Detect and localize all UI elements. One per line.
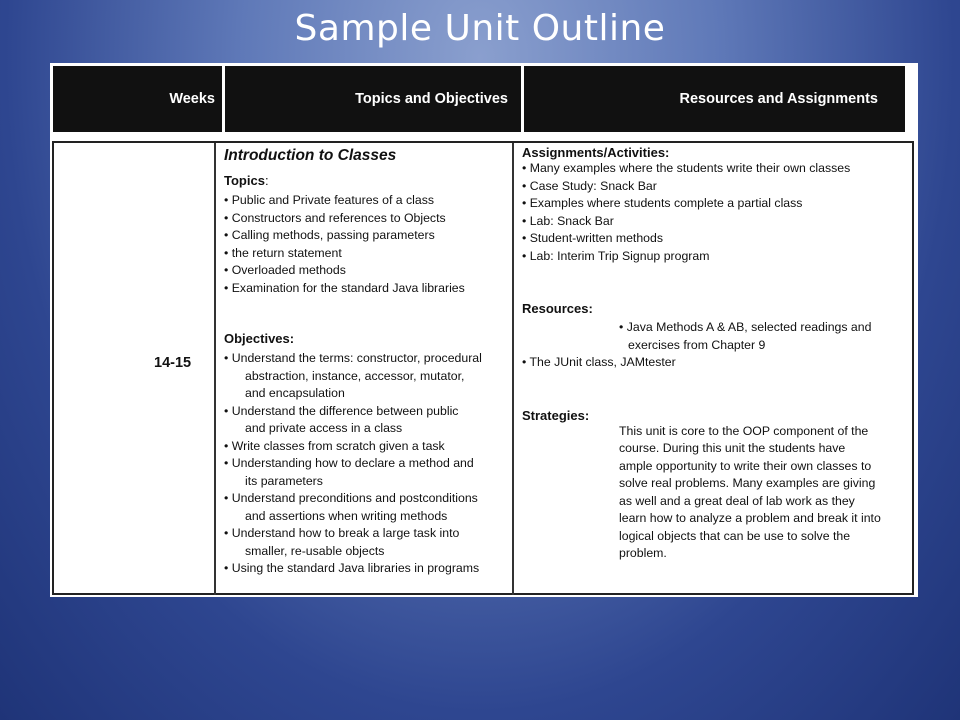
topic-item: • the return statement — [224, 245, 342, 260]
resources-assignments-cell — [522, 145, 907, 563]
objective-first-line: • Write classes from scratch given a task — [224, 438, 445, 453]
assignment-item: • Lab: Interim Trip Signup program — [522, 248, 710, 263]
resources-extra: • The JUnit class, JAMtester — [522, 355, 676, 369]
objective-continuation: and assertions when writing methods — [245, 508, 448, 523]
objective-item — [224, 525, 514, 560]
topics-list — [224, 192, 514, 297]
unit-outline-table — [50, 63, 918, 597]
objective-item — [224, 350, 514, 403]
topics-objectives-cell — [224, 147, 514, 578]
assignments-label: Assignments/Activities: — [522, 145, 670, 160]
objective-first-line: • Using the standard Java libraries in programs — [224, 561, 480, 575]
objective-item — [224, 560, 514, 578]
objective-first-line: • Understand the difference between public — [224, 403, 459, 418]
objective-first-line: • Understand how to break a large task into — [224, 526, 460, 540]
strategies-line: course. During this unit the students have — [619, 441, 846, 455]
header-topics: Topics and Objectives — [355, 91, 508, 107]
table-header-row — [50, 63, 908, 135]
assignment-item: • Examples where students complete a partial class — [522, 196, 803, 210]
strategies-line: problem. — [619, 546, 667, 560]
objective-continuation: smaller, re-usable objects — [245, 543, 385, 558]
strategies-line: learn how to analyze a problem and break it into — [619, 511, 881, 525]
strategies-line: as well and a great deal of lab work as they — [619, 493, 855, 508]
objective-first-line: • Understanding how to declare a method and — [224, 456, 474, 470]
header-weeks: Weeks — [169, 91, 215, 107]
resources-line: exercises from Chapter 9 — [628, 337, 766, 352]
objectives-label: Objectives: — [224, 331, 295, 346]
assignment-item: • Case Study: Snack Bar — [522, 178, 657, 193]
header-resources: Resources and Assignments — [679, 91, 878, 107]
assignments-list — [522, 160, 907, 265]
strategies-line: This unit is core to the OOP component of the — [619, 423, 869, 438]
strategies-line: solve real problems. Many examples are giving — [619, 476, 876, 490]
strategies-text — [522, 423, 907, 563]
objective-first-line: • Understand preconditions and postconditions — [224, 491, 478, 505]
resources-line: • Java Methods A & AB, selected readings and — [619, 320, 872, 334]
strategies-line: ample opportunity to write their own classes to — [619, 458, 872, 473]
strategies-label: Strategies: — [522, 407, 590, 423]
objective-item — [224, 490, 514, 525]
objective-continuation: and encapsulation — [245, 386, 345, 400]
objective-first-line: • Understand the terms: constructor, procedural — [224, 351, 482, 365]
objective-continuation: and private access in a class — [245, 421, 403, 435]
unit-title: Introduction to Classes — [224, 147, 397, 164]
assignment-item: • Lab: Snack Bar — [522, 213, 614, 228]
objective-item — [224, 455, 514, 490]
topic-item: • Public and Private features of a class — [224, 193, 435, 207]
topics-colon: : — [264, 173, 269, 188]
resources-block — [522, 319, 907, 354]
topics-label: Topics — [224, 173, 265, 188]
objective-continuation: abstraction, instance, accessor, mutator, — [245, 368, 465, 383]
strategies-line: logical objects that can be use to solve the — [619, 528, 851, 543]
assignment-item: • Student-written methods — [522, 231, 664, 245]
topic-item: • Overloaded methods — [224, 263, 346, 277]
resources-label: Resources: — [522, 301, 593, 316]
objectives-list — [224, 350, 514, 578]
weeks-value: 14-15 — [154, 355, 192, 371]
topic-item: • Constructors and references to Objects — [224, 210, 446, 225]
objective-item — [224, 438, 514, 456]
assignment-item: • Many examples where the students write their own classes — [522, 161, 851, 175]
objective-item — [224, 403, 514, 438]
topic-item: • Calling methods, passing parameters — [224, 228, 435, 242]
column-divider — [214, 143, 216, 595]
slide-title: Sample Unit Outline — [294, 8, 666, 49]
objective-continuation: its parameters — [245, 473, 323, 488]
table-body-row — [52, 141, 914, 595]
topic-item: • Examination for the standard Java libraries — [224, 280, 465, 295]
